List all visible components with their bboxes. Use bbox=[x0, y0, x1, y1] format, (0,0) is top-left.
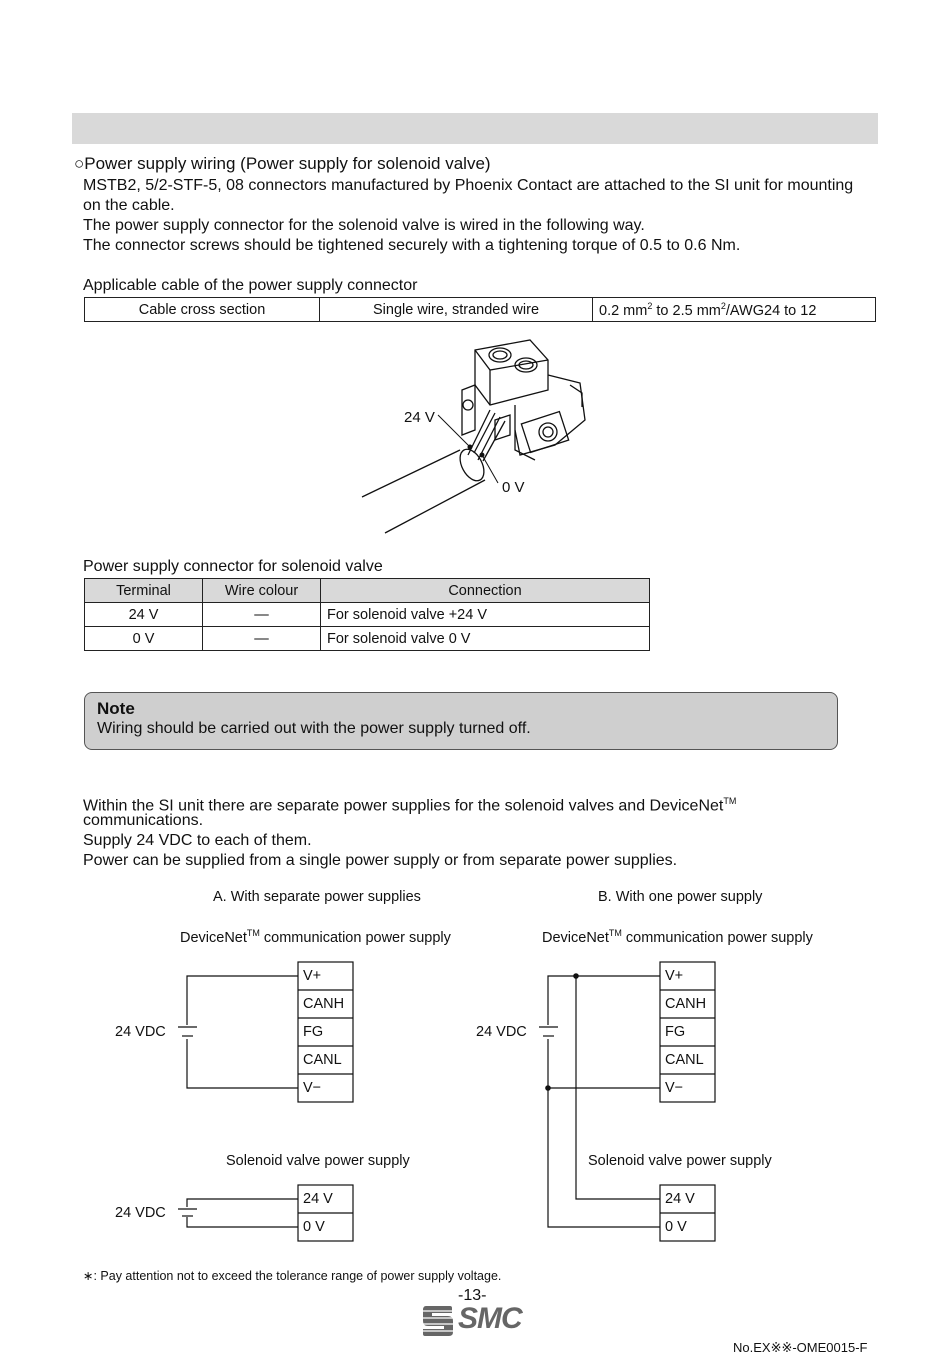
header-wire-colour: Wire colour bbox=[203, 579, 321, 603]
footnote: ∗: Pay attention not to exceed the tolerance range of power supply voltage. bbox=[83, 1269, 502, 1283]
junction-dot bbox=[573, 973, 579, 979]
label-0v: 0 V bbox=[502, 479, 525, 496]
terminal-vplus: V+ bbox=[665, 968, 684, 984]
vdc-label: 24 VDC bbox=[476, 1024, 527, 1040]
table-row: 0 V — For solenoid valve 0 V bbox=[85, 627, 650, 651]
header-terminal: Terminal bbox=[85, 579, 203, 603]
paragraph-line: The connector screws should be tightened securely with a tightening torque of 0.5 to 0.6 Nm. bbox=[83, 237, 741, 254]
label-24v: 24 V bbox=[404, 409, 435, 426]
doc-number: No.EX※※-OME0015-F bbox=[733, 1340, 868, 1355]
terminal-0v: 0 V bbox=[665, 1219, 687, 1235]
supply-line: Power can be supplied from a single power supply or from separate power supplies. bbox=[83, 852, 678, 869]
terminal-canh: CANH bbox=[303, 996, 345, 1012]
cable-cell-section: Cable cross section bbox=[85, 298, 320, 322]
paragraph-line: MSTB2, 5/2-STF-5, 08 connectors manufactured by Phoenix Contact are attached to the SI unit for mounting bbox=[83, 177, 854, 194]
terminal-vminus: V− bbox=[665, 1080, 684, 1096]
diagram-b-solenoid-title: Solenoid valve power supply bbox=[588, 1153, 772, 1169]
terminal-vminus: V− bbox=[303, 1080, 322, 1096]
diagram-a-solenoid-title: Solenoid valve power supply bbox=[226, 1153, 410, 1169]
diagram-b-title: B. With one power supply bbox=[598, 889, 763, 905]
supply-line: Within the SI unit there are separate power supplies for the solenoid valves and DeviceNet™ bbox=[83, 796, 737, 815]
terminal-vplus: V+ bbox=[303, 968, 322, 984]
vdc-label: 24 VDC bbox=[115, 1024, 166, 1040]
vdc-label: 24 VDC bbox=[115, 1205, 166, 1221]
terminal-canh: CANH bbox=[665, 996, 707, 1012]
connector-table-caption: Power supply connector for solenoid valve bbox=[83, 558, 383, 575]
terminal-0v: 0 V bbox=[303, 1219, 325, 1235]
table-row: 24 V — For solenoid valve +24 V bbox=[85, 603, 650, 627]
terminal-24v: 24 V bbox=[665, 1191, 695, 1207]
supply-line: communications. bbox=[83, 812, 204, 829]
note-body: Wiring should be carried out with the power supply turned off. bbox=[97, 720, 531, 737]
junction-dot bbox=[545, 1085, 551, 1091]
note-title: Note bbox=[97, 699, 135, 718]
terminal-block bbox=[298, 962, 353, 1102]
cable-cell-wire: Single wire, stranded wire bbox=[320, 298, 593, 322]
smc-logo-text: SMC bbox=[458, 1302, 522, 1335]
terminal-canl: CANL bbox=[303, 1052, 342, 1068]
terminal-fg: FG bbox=[665, 1024, 686, 1040]
diagram-a-devicenet-label: DeviceNet™ communication power supply bbox=[180, 928, 451, 946]
cable-cell-size: 0.2 $mm^2$ to 2.5 $mm^2/AWG24$ to 12 bbox=[593, 298, 876, 322]
terminal-fg: FG bbox=[303, 1024, 324, 1040]
diagram-a-title: A. With separate power supplies bbox=[213, 889, 421, 905]
smc-logo bbox=[422, 1302, 532, 1338]
page-number: -13- bbox=[458, 1287, 487, 1304]
terminal-block bbox=[660, 962, 715, 1102]
header-connection: Connection bbox=[321, 579, 650, 603]
terminal-24v: 24 V bbox=[303, 1191, 333, 1207]
terminal-canl: CANL bbox=[665, 1052, 704, 1068]
supply-line: Supply 24 VDC to each of them. bbox=[83, 832, 312, 849]
diagram-b-devicenet-label: DeviceNet™ communication power supply bbox=[542, 928, 813, 946]
paragraph-line: on the cable. bbox=[83, 197, 175, 214]
section-heading: ○Power supply wiring (Power supply for solenoid valve) bbox=[74, 154, 491, 173]
cable-table-caption: Applicable cable of the power supply connector bbox=[83, 277, 418, 294]
smc-logo-mark bbox=[422, 1304, 454, 1338]
paragraph-line: The power supply connector for the solenoid valve is wired in the following way. bbox=[83, 217, 645, 234]
